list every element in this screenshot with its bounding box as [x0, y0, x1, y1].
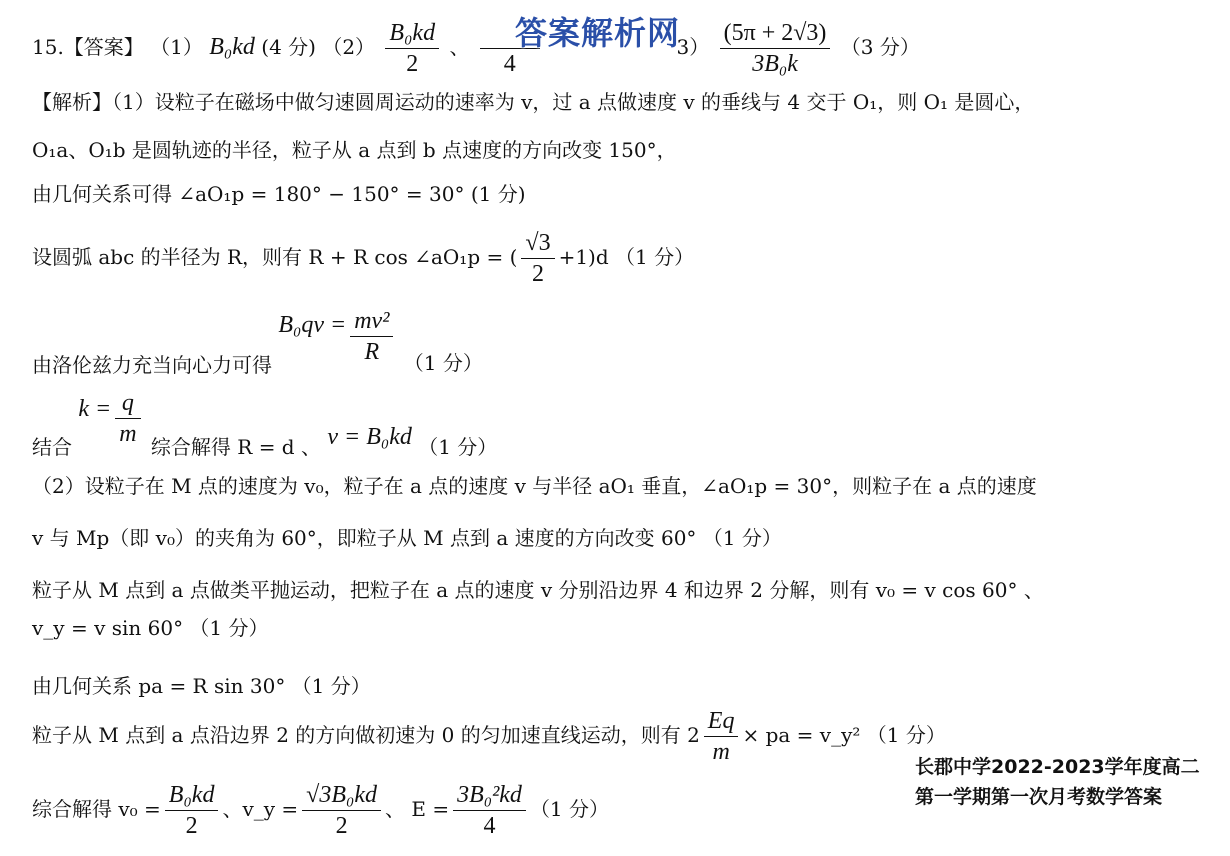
part3-label: 3） [676, 35, 710, 59]
body-line-7: （2）设粒子在 M 点的速度为 v₀，粒子在 a 点的速度 v 与半径 aO₁ 垂直，∠aO₁p = 30°，则粒子在 a 点的速度 [32, 474, 1037, 498]
body-line-9: 粒子从 M 点到 a 点做类平抛运动，把粒子在 a 点的速度 v 分别沿边界 4 和边界 2 分解，则有 v₀ = v cos 60° 、 [32, 578, 1044, 602]
body-line-8: v 与 Mp（即 v₀）的夹角为 60°，即粒子从 M 点到 a 速度的方向改变 60° （1 分） [32, 526, 782, 550]
answer-1: B₀kd [209, 34, 255, 60]
part1-label: （1） [150, 35, 203, 59]
body-line-10: v_y = v sin 60° （1 分） [32, 616, 269, 640]
separator: 、 [449, 35, 470, 59]
part2-label: （2） [322, 35, 376, 59]
watermark: 答案解析网 [515, 14, 681, 52]
body-line-2: O₁a、O₁b 是圆轨迹的半径，粒子从 a 点到 b 点速度的方向改变 150°， [32, 138, 677, 162]
body-line-4: 设圆弧 abc 的半径为 R，则有 R + R cos ∠aO₁p = ( $\frac{√3}{2}$ +1)d （1 分） [32, 230, 695, 287]
answer-1-score: (4 分) [261, 35, 316, 59]
answer-4-score: （3 分） [840, 35, 920, 59]
document-caption: 长郡中学2022-2023学年度高二第一学期第一次月考数学答案 [915, 756, 1200, 808]
body-line-6: 结合 k = $\frac{q}{m}$ 综合解得 R = d 、 v = B₀kd （1 分） [32, 390, 498, 459]
body-line-12: 粒子从 M 点到 a 点沿边界 2 的方向做初速为 0 的匀加速直线运动，则有 2 $\frac{Eq}{m}$ × pa = v_y² （1 分） [32, 708, 946, 765]
answer-line [32, 18, 920, 79]
body-line-3: 由几何关系可得 ∠aO₁p = 180° − 150° = 30° (1 分) [32, 182, 526, 206]
question-number: 15.【答案】 [32, 35, 144, 59]
answer-4-fraction: $\frac{(5\pi + 2√3)}{\text{3B₀k}}$ [720, 18, 831, 79]
answer-3-fraction: 4 [480, 18, 540, 79]
body-line-1: 【解析】（1）设粒子在磁场中做匀速圆周运动的速率为 v，过 a 点做速度 v 的垂线与 4 交于 O₁，则 O₁ 是圆心， [32, 90, 1035, 114]
body-line-11: 由几何关系 pa = R sin 30° （1 分） [32, 674, 371, 698]
answer-2-fraction: $\frac{\text{B₀kd}}{2}$ [385, 18, 439, 79]
body-line-5: 由洛伦兹力充当向心力可得 B₀qv = $\frac{\text{mv²}}{R}$ （1 分） [32, 308, 483, 377]
body-line-13: 综合解得 v₀ = $\frac{\text{B₀kd}}{2}$ 、v_y = $\frac{\text{√3B₀kd}}{2}$ 、 E = $\frac{\text{3B₀²kd}}{4}$ （1 分） [32, 782, 610, 839]
